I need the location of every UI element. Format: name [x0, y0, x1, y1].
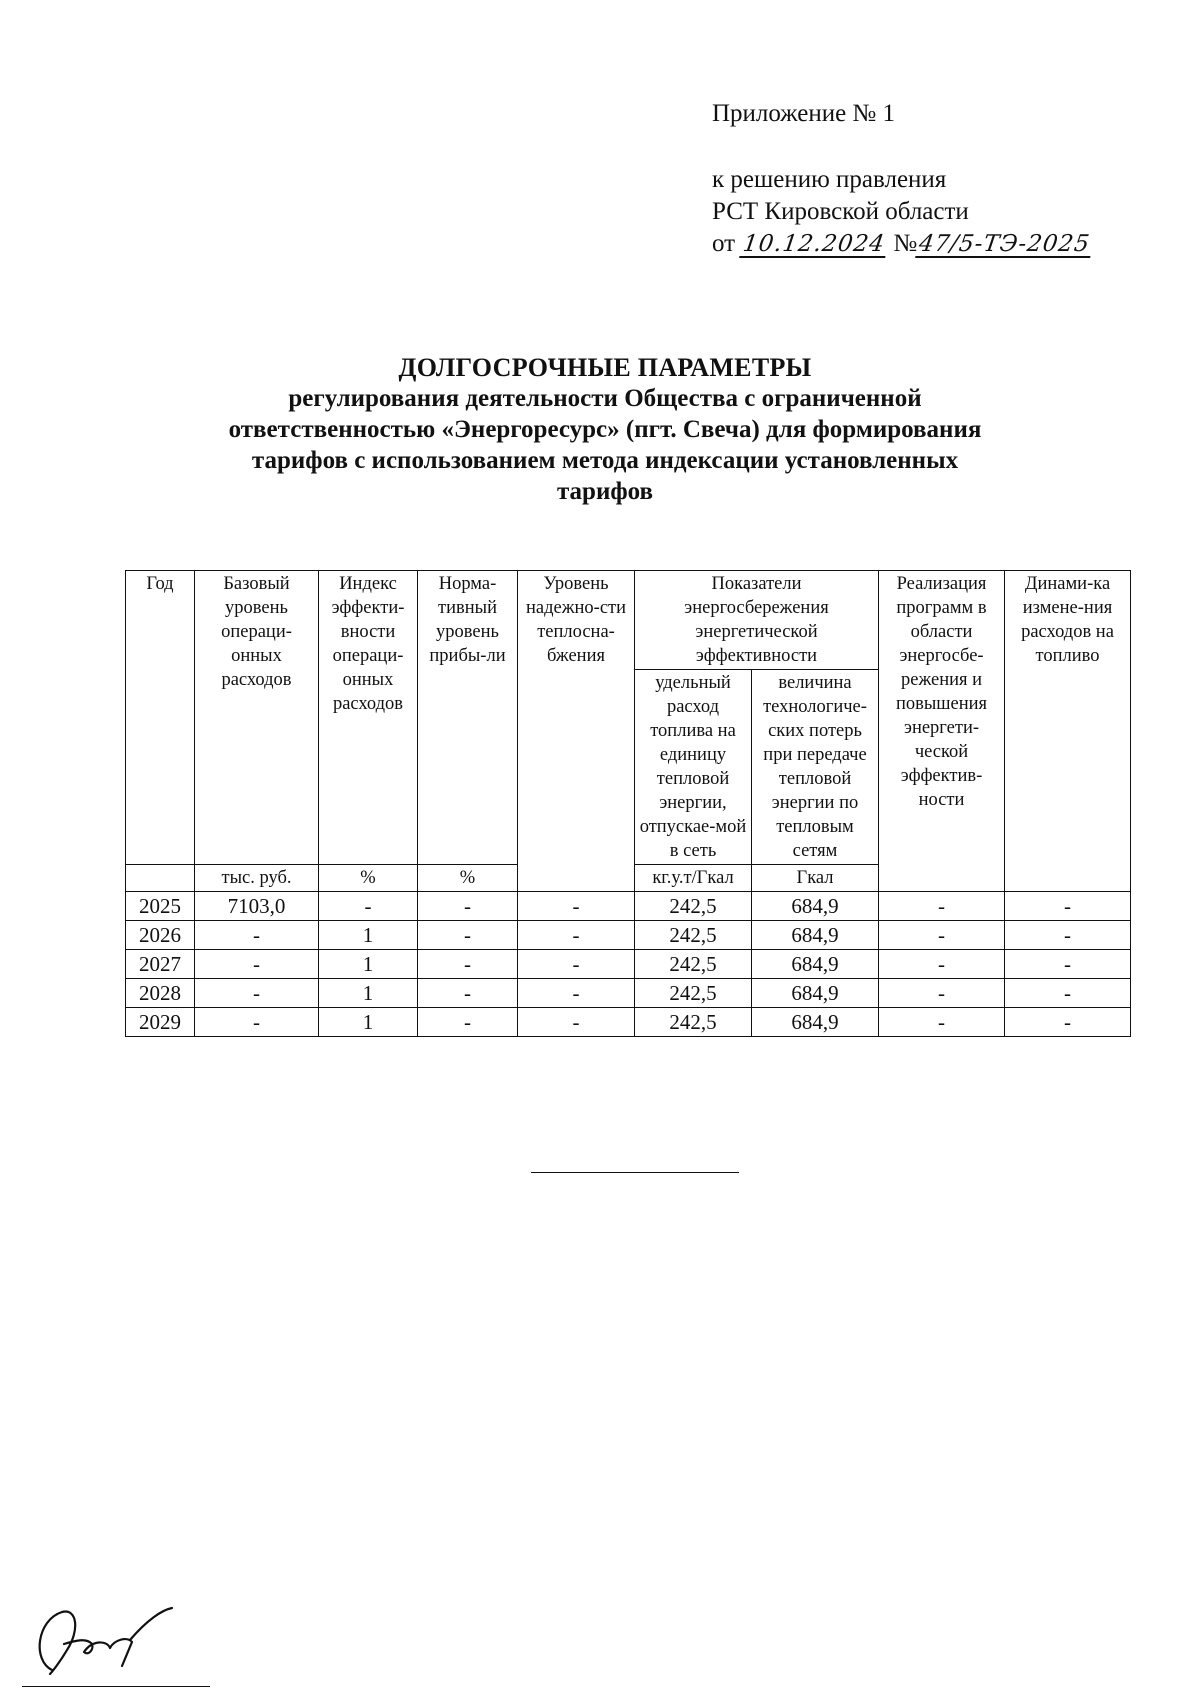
cell-programs: - [879, 921, 1005, 950]
cell-profit-level: - [418, 1008, 518, 1037]
header-profit-level: Норма-тивный уровень прибы-ли [418, 571, 518, 865]
cell-programs: - [879, 1008, 1005, 1037]
cell-year: 2025 [126, 892, 195, 921]
decision-number: 47/5-ТЭ-2025 [915, 232, 1093, 258]
unit-profit-level: % [418, 865, 518, 892]
cell-fuel-rate: 242,5 [635, 892, 752, 921]
cell-reliability: - [518, 892, 635, 921]
cell-year: 2026 [126, 921, 195, 950]
cell-reliability: - [518, 979, 635, 1008]
cell-year: 2028 [126, 979, 195, 1008]
cell-profit-level: - [418, 921, 518, 950]
from-label: от [712, 230, 736, 257]
cell-efficiency-index: 1 [319, 950, 418, 979]
cell-fuel-dynamics: - [1005, 979, 1131, 1008]
cell-reliability: - [518, 1008, 635, 1037]
table-row [126, 979, 1131, 1008]
title-line-3: ответственностью «Энергоресурс» (пгт. Свеча) для формирования [228, 416, 982, 443]
signature [22, 1600, 212, 1680]
cell-base-opex: - [195, 950, 319, 979]
cell-heat-losses: 684,9 [752, 1008, 879, 1037]
document-title [160, 352, 1050, 507]
cell-fuel-dynamics: - [1005, 921, 1131, 950]
unit-base-opex: тыс. руб. [195, 865, 319, 892]
cell-fuel-rate: 242,5 [635, 950, 752, 979]
table-row [126, 950, 1131, 979]
authority-name: РСТ Кировской области [712, 198, 969, 225]
unit-heat-losses: Гкал [752, 865, 879, 892]
number-label: № [893, 230, 918, 257]
cell-fuel-dynamics: - [1005, 1008, 1131, 1037]
table-row [126, 892, 1131, 921]
cell-fuel-rate: 242,5 [635, 979, 752, 1008]
cell-efficiency-index: 1 [319, 979, 418, 1008]
cell-heat-losses: 684,9 [752, 921, 879, 950]
title-line-4: тарифов с использованием метода индексации установленных [251, 447, 959, 474]
cell-heat-losses: 684,9 [752, 979, 879, 1008]
header-fuel-rate: удельный расход топлива на единицу тепловой энергии, отпускае-мой в сеть [635, 670, 752, 865]
title-line-5: тарифов [556, 478, 654, 505]
cell-efficiency-index: 1 [319, 1008, 418, 1037]
cell-fuel-dynamics: - [1005, 950, 1131, 979]
header-efficiency-index: Индекс эффекти-вности операци-онных расходов [319, 571, 418, 865]
decision-date-number [712, 228, 1092, 260]
header-programs: Реализация программ в области энергосбе-режения и повышения энергети-ческой эффектив-ности [879, 571, 1005, 892]
title-line-2: регулирования деятельности Общества с ограниченной [288, 385, 922, 412]
cell-reliability: - [518, 921, 635, 950]
cell-programs: - [879, 892, 1005, 921]
header-heat-losses: величина технологиче-ских потерь при передаче тепловой энергии по тепловым сетям [752, 670, 879, 865]
cell-year: 2029 [126, 1008, 195, 1037]
cell-year: 2027 [126, 950, 195, 979]
appendix-block [712, 98, 1092, 260]
unit-efficiency-index: % [319, 865, 418, 892]
cell-heat-losses: 684,9 [752, 950, 879, 979]
unit-year [126, 865, 195, 892]
decision-date: 10.12.2024 [740, 232, 889, 258]
cell-base-opex: 7103,0 [195, 892, 319, 921]
parameters-table [125, 570, 1131, 1037]
cell-reliability: - [518, 950, 635, 979]
cell-programs: - [879, 950, 1005, 979]
decision-reference: к решению правления [712, 166, 947, 193]
table-row [126, 921, 1131, 950]
signature-line [22, 1686, 210, 1687]
appendix-number: Приложение № 1 [712, 100, 896, 127]
cell-fuel-dynamics: - [1005, 892, 1131, 921]
cell-efficiency-index: 1 [319, 921, 418, 950]
cell-heat-losses: 684,9 [752, 892, 879, 921]
title-main: ДОЛГОСРОЧНЫЕ ПАРАМЕТРЫ [398, 353, 812, 382]
cell-efficiency-index: - [319, 892, 418, 921]
table-row [126, 1008, 1131, 1037]
cell-base-opex: - [195, 921, 319, 950]
header-energy-saving-group: Показатели энергосбережения энергетической эффективности [635, 571, 879, 670]
header-reliability: Уровень надежно-сти теплосна-бжения [518, 571, 635, 892]
cell-fuel-rate: 242,5 [635, 1008, 752, 1037]
cell-profit-level: - [418, 979, 518, 1008]
unit-fuel-rate: кг.у.т/Гкал [635, 865, 752, 892]
cell-profit-level: - [418, 950, 518, 979]
header-year: Год [126, 571, 195, 865]
cell-programs: - [879, 979, 1005, 1008]
cell-base-opex: - [195, 979, 319, 1008]
header-fuel-dynamics: Динами-ка измене-ния расходов на топливо [1005, 571, 1131, 892]
header-base-opex: Базовый уровень операци-онных расходов [195, 571, 319, 865]
cell-base-opex: - [195, 1008, 319, 1037]
end-rule [531, 1172, 739, 1173]
header-row-1 [126, 571, 1131, 670]
cell-profit-level: - [418, 892, 518, 921]
cell-fuel-rate: 242,5 [635, 921, 752, 950]
